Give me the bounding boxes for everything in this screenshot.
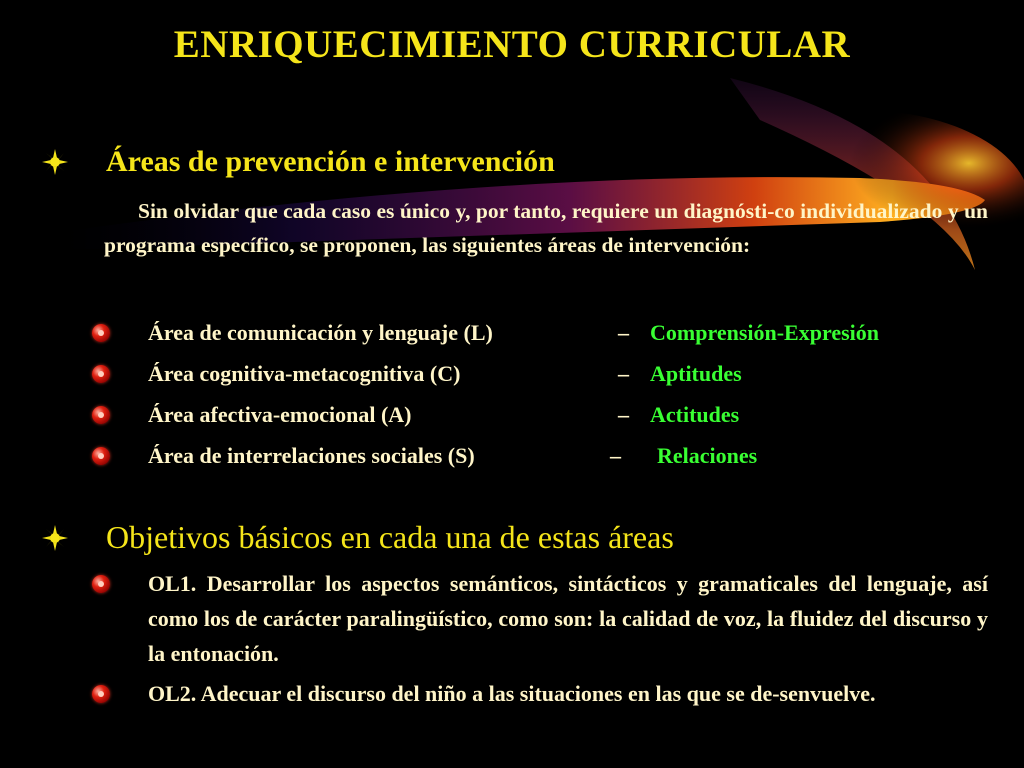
area-label: Área afectiva-emocional (A) — [148, 402, 412, 427]
area-label: Área cognitiva-metacognitiva (C) — [148, 361, 461, 386]
objective-item: OL2. Adecuar el discurso del niño a las situaciones en las que se de-senvuelve. — [148, 681, 876, 706]
area-value: Comprensión-Expresión — [650, 320, 880, 345]
area-value: Actitudes — [650, 402, 740, 427]
red-sphere-icon — [92, 685, 110, 703]
slide-title: ENRIQUECIMIENTO CURRICULAR — [173, 23, 851, 66]
area-dash: – — [618, 320, 629, 345]
red-sphere-icon — [92, 447, 110, 465]
red-sphere-icon — [92, 575, 110, 593]
area-label: Área de interrelaciones sociales (S) — [148, 443, 475, 468]
area-value: Aptitudes — [650, 361, 742, 386]
area-value: Relaciones — [657, 443, 758, 468]
red-sphere-icon — [92, 324, 110, 342]
area-label: Área de comunicación y lenguaje (L) — [148, 320, 493, 345]
section-heading-objectives: Objetivos básicos en cada una de estas áreas — [106, 519, 674, 555]
area-dash: – — [618, 361, 629, 386]
star-burst-icon — [42, 149, 68, 175]
red-sphere-icon — [92, 406, 110, 424]
objective-item: OL1. Desarrollar los aspectos semánticos, sintácticos y gramaticales del lenguaje, así como los de carácter paralingüístico, como son: la calidad de voz, la fluidez del discurso y la entonación. — [148, 571, 988, 666]
area-dash: – — [618, 402, 629, 427]
star-burst-icon — [42, 525, 68, 551]
area-dash: – — [610, 443, 621, 468]
section-heading-areas: Áreas de prevención e intervención — [106, 145, 555, 178]
intro-paragraph: Sin olvidar que cada caso es único y, por tanto, requiere un diagnósti-co individualizado y un programa específico, se proponen, las siguientes áreas de intervención: — [104, 199, 988, 257]
red-sphere-icon — [92, 365, 110, 383]
